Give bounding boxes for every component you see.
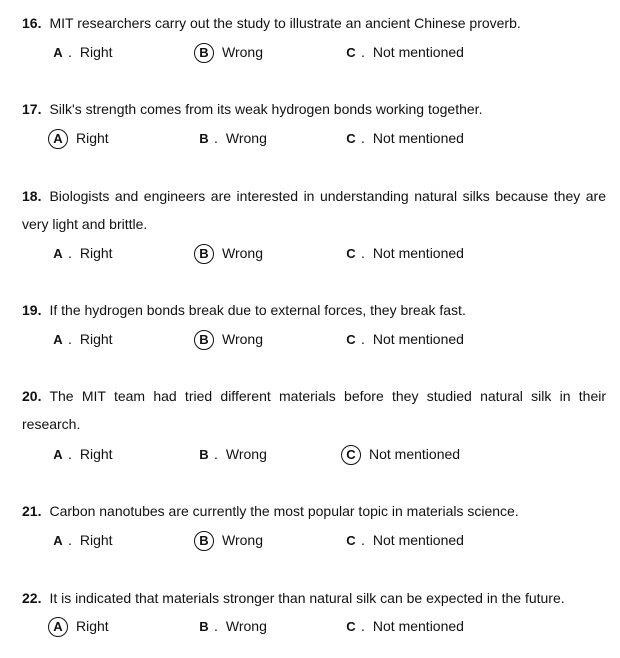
option-a[interactable]	[48, 529, 113, 551]
question-text: Carbon nanotubes are currently the most popular topic in materials science.	[49, 503, 519, 519]
option-b[interactable]	[194, 443, 267, 465]
question-stem	[22, 296, 606, 324]
option-letter: A	[53, 45, 63, 60]
option-letter: A	[53, 447, 63, 462]
question-number: 22.	[22, 590, 42, 606]
option-label: Not mentioned	[372, 532, 464, 548]
option-separator: .	[361, 130, 365, 146]
question-stem	[22, 497, 606, 525]
question-stem	[22, 95, 606, 123]
question-stem	[22, 182, 606, 238]
option-a[interactable]	[48, 242, 113, 264]
question-number: 21.	[22, 503, 42, 519]
question-number: 20.	[22, 388, 42, 404]
circled-option-letter: C	[341, 445, 361, 465]
circled-option-letter: A	[48, 129, 68, 149]
option-a[interactable]	[48, 41, 113, 63]
option-letter: C	[346, 246, 356, 261]
option-c[interactable]	[341, 127, 464, 149]
option-c[interactable]	[341, 443, 460, 465]
option-label: Right	[79, 446, 113, 462]
option-letter: C	[346, 45, 356, 60]
option-label: Wrong	[225, 446, 267, 462]
option-c[interactable]	[341, 41, 464, 63]
option-label: Not mentioned	[369, 446, 461, 462]
circled-option-letter: B	[194, 531, 214, 551]
option-label: Right	[76, 618, 109, 634]
option-label: Wrong	[225, 618, 267, 634]
option-separator: .	[361, 532, 365, 548]
option-letter: A	[53, 246, 63, 261]
option-letter: C	[346, 131, 356, 146]
option-label: Not mentioned	[372, 44, 464, 60]
option-letter: A	[53, 332, 63, 347]
option-separator: .	[361, 245, 365, 261]
option-a[interactable]	[48, 328, 113, 350]
option-label: Not mentioned	[372, 130, 464, 146]
option-separator: .	[214, 618, 218, 634]
option-letter: B	[199, 447, 209, 462]
circled-option-letter: B	[194, 43, 214, 63]
option-label: Wrong	[225, 130, 267, 146]
option-separator: .	[68, 44, 72, 60]
option-separator: .	[68, 245, 72, 261]
option-label: Right	[79, 331, 113, 347]
option-separator: .	[68, 532, 72, 548]
option-label: Right	[76, 130, 109, 146]
question-stem	[22, 9, 606, 37]
option-a[interactable]	[48, 615, 109, 637]
option-c[interactable]	[341, 529, 464, 551]
option-separator: .	[361, 44, 365, 60]
option-label: Right	[79, 44, 113, 60]
option-label: Not mentioned	[372, 331, 464, 347]
option-b[interactable]	[194, 615, 267, 637]
option-letter: C	[346, 533, 356, 548]
question-number: 18.	[22, 188, 42, 204]
option-separator: .	[361, 618, 365, 634]
question-number: 17.	[22, 101, 42, 117]
option-separator: .	[361, 331, 365, 347]
option-b[interactable]	[194, 41, 263, 63]
question-number: 19.	[22, 302, 42, 318]
option-a[interactable]	[48, 127, 109, 149]
option-separator: .	[68, 446, 72, 462]
option-label: Right	[79, 245, 113, 261]
option-b[interactable]	[194, 127, 267, 149]
circled-option-letter: A	[48, 617, 68, 637]
option-letter: B	[199, 131, 209, 146]
option-label: Wrong	[222, 245, 263, 261]
question-text: MIT researchers carry out the study to illustrate an ancient Chinese proverb.	[49, 15, 521, 31]
option-separator: .	[214, 446, 218, 462]
question-text: If the hydrogen bonds break due to external forces, they break fast.	[49, 302, 466, 318]
option-label: Wrong	[222, 331, 263, 347]
option-separator: .	[214, 130, 218, 146]
question-stem	[22, 584, 606, 612]
option-letter: B	[199, 619, 209, 634]
option-label: Wrong	[222, 44, 263, 60]
option-c[interactable]	[341, 328, 464, 350]
question-text: Biologists and engineers are interested in understanding natural silks because they are very light and brittle.	[22, 188, 606, 232]
option-label: Right	[79, 532, 113, 548]
question-text: Silk's strength comes from its weak hydrogen bonds working together.	[49, 101, 483, 117]
option-label: Wrong	[222, 532, 263, 548]
option-label: Not mentioned	[372, 245, 464, 261]
option-b[interactable]	[194, 242, 263, 264]
option-c[interactable]	[341, 242, 464, 264]
option-b[interactable]	[194, 328, 263, 350]
option-label: Not mentioned	[372, 618, 464, 634]
circled-option-letter: B	[194, 330, 214, 350]
option-letter: C	[346, 332, 356, 347]
question-text: The MIT team had tried different materials before they studied natural silk in their research.	[22, 388, 606, 432]
option-letter: C	[346, 619, 356, 634]
option-c[interactable]	[341, 615, 464, 637]
question-stem	[22, 382, 606, 438]
option-letter: A	[53, 533, 63, 548]
question-number: 16.	[22, 15, 42, 31]
option-separator: .	[68, 331, 72, 347]
question-text: It is indicated that materials stronger than natural silk can be expected in the future.	[49, 590, 565, 606]
circled-option-letter: B	[194, 244, 214, 264]
option-a[interactable]	[48, 443, 113, 465]
option-b[interactable]	[194, 529, 263, 551]
